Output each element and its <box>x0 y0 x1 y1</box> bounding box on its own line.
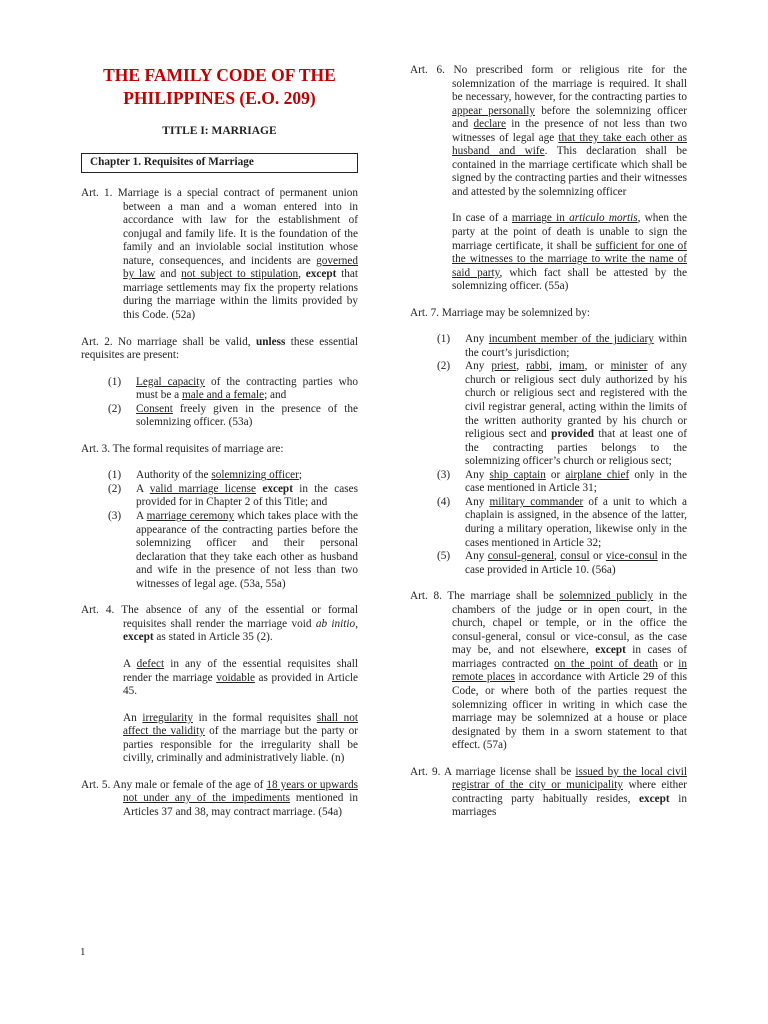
emphasis-text: solemnized publicly <box>559 590 654 603</box>
list-item <box>410 469 687 496</box>
emphasis-text: imam <box>558 360 585 373</box>
article-7-list <box>410 333 687 577</box>
emphasis-text: vice-consul <box>605 550 658 563</box>
emphasis-text: Legal capacity <box>136 375 206 388</box>
article-label: Art. 2. <box>81 335 113 348</box>
list-item-number: (3) <box>437 468 451 481</box>
article-label: Art. 4. <box>81 604 115 617</box>
emphasis-text: appear personally <box>452 104 536 117</box>
emphasis-text: marriage in <box>511 212 570 225</box>
emphasis-text: governed by law <box>123 254 358 281</box>
article-6-text: Art. 6. No prescribed form or religious rite for the solemnization of the marriage is required. It shall be necessary, however, for the contracting parties to appear personally before the solemnizing officer and declare in the presence of not less than two witnesses of legal age that they take each other as husband and wife. This declaration shall be contained in the marriage certificate which shall be signed by the contracting parties and their witnesses and attested by the solemnizing officer <box>410 64 688 198</box>
emphasis-text: except <box>595 644 626 657</box>
article-1-text: Art. 1. Marriage is a special contract of permanent union between a man and a woman entered into in accordance with law for the establishment of conjugal and family life. It is the foundation of the family and an inviolable social institution whose nature, consequences, and incidents are governed by law and not subject to stipulation, except that marriage settlements may fix the property relations during the marriage within the limits provided by this Code. (52a) <box>81 187 359 322</box>
emphasis-text: marriage ceremony <box>146 510 235 523</box>
article-1 <box>81 187 358 322</box>
emphasis-text: sufficient for one of the witnesses to the marriage to write the name of said party <box>452 239 687 279</box>
article-label: Art. 7. <box>410 306 440 319</box>
list-item-number: (4) <box>437 495 451 508</box>
list-item-number: (2) <box>108 482 122 495</box>
left-column <box>81 64 358 832</box>
emphasis-text: shall not affect the validity <box>123 711 359 738</box>
article-9-text: Art. 9. A marriage license shall be issued by the local civil registrar of the city or municipality where either contracting party habitually resides, except in marriages <box>410 765 688 819</box>
list-item <box>81 376 358 403</box>
emphasis-text: defect <box>136 657 165 670</box>
article-label: Art. 8. <box>410 590 442 603</box>
list-item-text: Consent freely given in the presence of the solemnizing officer. (53a) <box>136 402 358 429</box>
article-5-text: Art. 5. Any male or female of the age of 18 years or upwards not under any of the impediments mentioned in Articles 37 and 38, may contract marriage. (54a) <box>81 778 358 818</box>
emphasis-text: male and a female <box>181 389 265 402</box>
emphasis-text: rabbi <box>526 360 550 373</box>
article-2 <box>81 336 358 363</box>
article-2-list <box>81 376 358 430</box>
emphasis-text: ab initio <box>315 617 356 630</box>
emphasis-text: irregularity <box>142 711 193 724</box>
article-8 <box>410 590 687 753</box>
title-heading: TITLE I: MARRIAGE <box>162 125 277 137</box>
list-item <box>81 469 358 483</box>
emphasis-text: consul <box>560 550 590 563</box>
article-3-list <box>81 469 358 591</box>
emphasis-text: on the point of death <box>554 657 658 670</box>
list-item-number: (3) <box>108 510 122 523</box>
article-label: Art. 3. <box>81 442 111 455</box>
emphasis-text: voidable <box>216 671 255 684</box>
article-4-text: Art. 4. The absence of any of the essential or formal requisites shall render the marriage void ab initio, except as stated in Article 35 (2). <box>81 604 359 644</box>
article-3 <box>81 443 358 457</box>
article-7-text: Art. 7. Marriage may be solemnized by: <box>410 306 590 319</box>
article-label: Art. 1. <box>81 187 113 200</box>
emphasis-text: priest <box>491 360 517 373</box>
emphasis-text: except <box>305 268 337 281</box>
emphasis-text: valid marriage license <box>149 482 257 495</box>
article-4 <box>81 604 358 645</box>
list-item <box>81 483 358 510</box>
emphasis-text: unless <box>255 335 286 348</box>
emphasis-text: not under any of the impediments <box>123 792 290 805</box>
list-item-number: (1) <box>108 375 122 388</box>
emphasis-text: solemnizing officer <box>211 469 299 482</box>
emphasis-text: minister <box>610 360 648 373</box>
list-item <box>81 403 358 430</box>
emphasis-text: not subject to stipulation <box>181 268 299 281</box>
emphasis-text: 18 years or upwards <box>266 778 358 791</box>
article-label: Art. 6. <box>410 64 445 76</box>
right-column <box>410 64 687 833</box>
emphasis-text: military commander <box>489 495 584 508</box>
emphasis-text: consul-general <box>487 550 555 563</box>
document-title: THE FAMILY CODE OF THE PHILIPPINES (E.O. 209) <box>103 65 336 108</box>
emphasis-text: declare <box>473 118 507 131</box>
emphasis-text: Consent <box>136 402 173 415</box>
article-3-text: Art. 3. The formal requisites of marriage are: <box>81 442 284 455</box>
emphasis-text: airplane chief <box>565 468 630 481</box>
emphasis-text: issued by the local civil registrar of the city or municipality <box>452 765 687 792</box>
list-item-text: Any ship captain or airplane chief only in the case mentioned in Article 31; <box>465 468 688 495</box>
emphasis-text: that they take each other as husband and wife <box>452 131 687 158</box>
list-item-number: (1) <box>437 333 451 346</box>
article-5 <box>81 779 358 820</box>
list-item <box>410 550 687 577</box>
list-item <box>410 360 687 468</box>
chapter-heading: Chapter 1. Requisites of Marriage <box>81 153 358 174</box>
article-label: Art. 9. <box>410 765 441 778</box>
article-6 <box>410 64 687 199</box>
list-item-text: A valid marriage license except in the cases provided for in Chapter 2 of this Title; and <box>136 482 358 509</box>
article-label: Art. 5. <box>81 778 111 791</box>
article-8-text: Art. 8. The marriage shall be solemnized publicly in the chambers of the judge or in open court, in the church, chapel or temple, or in the office the consul-general, consul or vice-consul, as the case may be, and not elsewhere, except in cases of marriages contracted on the point of death or in remote places in accordance with Article 29 of this Code, or where both of the parties request the solemnizing officer in writing in which case the marriage may be solemnized at a house or place designated by them in a sworn statement to that effect. (57a) <box>410 590 688 752</box>
list-item-number: (2) <box>437 360 451 373</box>
emphasis-text: ship captain <box>489 468 546 481</box>
article-4-paragraphs <box>81 658 358 766</box>
list-item-number: (1) <box>108 469 122 482</box>
list-item <box>81 510 358 591</box>
list-item <box>410 496 687 550</box>
paragraph: A defect in any of the essential requisites shall render the marriage voidable as provided in Article 45. <box>123 657 359 698</box>
article-7 <box>410 307 687 321</box>
list-item-text: Any military commander of a unit to which a chaplain is assigned, in the absence of the latter, during a military operation, likewise only in the cases mentioned in Article 32; <box>465 495 688 549</box>
list-item <box>410 333 687 360</box>
list-item-text: Authority of the solemnizing officer; <box>136 469 303 482</box>
page-number: 1 <box>80 946 86 958</box>
list-item-text: Any priest, rabbi, imam, or minister of any church or religious sect duly authorized by his church or religious sect and registered with the civil registrar general, acting within the limits of the written authority granted by his church or religious sect and provided that at least one of the contracting parties belongs to the solemnizing officer’s church or religious sect; <box>465 360 687 468</box>
list-item-number: (5) <box>437 550 451 563</box>
list-item-text: A marriage ceremony which takes place with the appearance of the contracting parties before the solemnizing officer and their personal declaration that they take each other as husband and wife in the presence of not less than two witnesses of legal age. (53a, 55a) <box>136 510 358 590</box>
emphasis-text: incumbent member of the judiciary <box>488 333 654 346</box>
emphasis-text: articulo mortis <box>569 212 638 225</box>
list-item-text: Any consul-general, consul or vice-consul in the case provided in Article 10. (56a) <box>465 550 688 576</box>
emphasis-text: provided <box>551 428 595 441</box>
paragraph: An irregularity in the formal requisites shall not affect the validity of the marriage but the party or parties responsible for the irregularity shall be civilly, criminally and administratively liable. (n) <box>123 711 359 765</box>
emphasis-text: except <box>123 631 154 644</box>
list-item-text: Any incumbent member of the judiciary within the court’s jurisdiction; <box>465 333 687 359</box>
article-2-text: Art. 2. No marriage shall be valid, unless these essential requisites are present: <box>81 335 358 362</box>
emphasis-text: except <box>262 482 293 495</box>
list-item-text: Legal capacity of the contracting parties who must be a male and a female; and <box>136 375 358 402</box>
emphasis-text: in remote places <box>452 657 688 684</box>
emphasis-text: except <box>639 792 670 805</box>
paragraph: In case of a marriage in articulo mortis, when the party at the point of death is unable to sign the marriage certificate, it shall be sufficient for one of the witnesses to the marriage to write the name of said party, which fact shall be attested by the solemnizing officer. (55a) <box>452 212 687 293</box>
list-item-number: (2) <box>108 402 122 415</box>
article-9 <box>410 766 687 820</box>
article-6-paragraphs <box>410 212 687 293</box>
